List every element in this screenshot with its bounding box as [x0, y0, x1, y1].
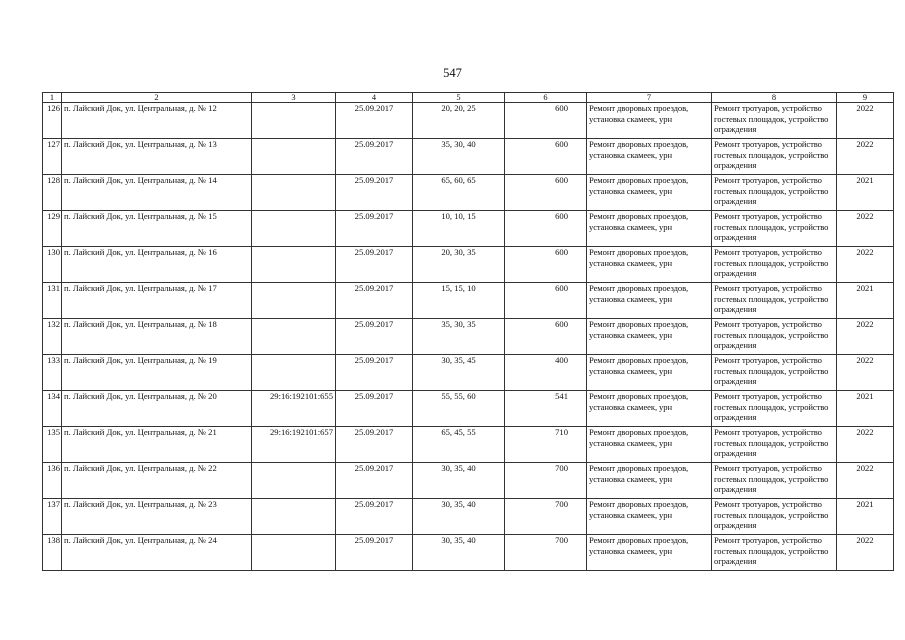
address-cell: п. Лайский Док, ул. Центральная, д. № 19 — [62, 355, 252, 391]
wear-cell: 10, 10, 15 — [413, 211, 505, 247]
address-cell: п. Лайский Док, ул. Центральная, д. № 12 — [62, 103, 252, 139]
year-cell: 2022 — [837, 463, 894, 499]
column-number: 9 — [837, 93, 894, 103]
address-cell: п. Лайский Док, ул. Центральная, д. № 13 — [62, 139, 252, 175]
works-list-2-cell: Ремонт тротуаров, устройство гостевых площадок, устройство ограждения — [712, 463, 837, 499]
date-cell: 25.09.2017 — [336, 103, 413, 139]
works-list-1-cell: Ремонт дворовых проездов, установка скамеек, урн — [587, 499, 712, 535]
row-number-cell: 130 — [43, 247, 62, 283]
cadastral-number-cell — [252, 175, 336, 211]
date-cell: 25.09.2017 — [336, 463, 413, 499]
column-number: 7 — [587, 93, 712, 103]
row-number-cell: 136 — [43, 463, 62, 499]
table-row — [43, 283, 894, 319]
cadastral-number-cell — [252, 283, 336, 319]
area-cell: 400 — [505, 355, 587, 391]
date-cell: 25.09.2017 — [336, 427, 413, 463]
date-cell: 25.09.2017 — [336, 355, 413, 391]
wear-cell: 30, 35, 40 — [413, 463, 505, 499]
works-list-1-cell: Ремонт дворовых проездов, установка скамеек, урн — [587, 283, 712, 319]
area-cell: 600 — [505, 211, 587, 247]
works-list-2-cell: Ремонт тротуаров, устройство гостевых площадок, устройство ограждения — [712, 139, 837, 175]
table-row — [43, 463, 894, 499]
works-list-2-cell: Ремонт тротуаров, устройство гостевых площадок, устройство ограждения — [712, 355, 837, 391]
date-cell: 25.09.2017 — [336, 391, 413, 427]
year-cell: 2022 — [837, 355, 894, 391]
address-cell: п. Лайский Док, ул. Центральная, д. № 17 — [62, 283, 252, 319]
date-cell: 25.09.2017 — [336, 283, 413, 319]
data-table — [42, 92, 894, 571]
wear-cell: 30, 35, 40 — [413, 535, 505, 571]
table-row — [43, 139, 894, 175]
works-list-1-cell: Ремонт дворовых проездов, установка скамеек, урн — [587, 355, 712, 391]
column-number: 3 — [252, 93, 336, 103]
date-cell: 25.09.2017 — [336, 211, 413, 247]
row-number-cell: 131 — [43, 283, 62, 319]
wear-cell: 35, 30, 35 — [413, 319, 505, 355]
wear-cell: 20, 20, 25 — [413, 103, 505, 139]
address-cell: п. Лайский Док, ул. Центральная, д. № 15 — [62, 211, 252, 247]
table-row — [43, 355, 894, 391]
wear-cell: 65, 45, 55 — [413, 427, 505, 463]
cadastral-number-cell — [252, 139, 336, 175]
table-row — [43, 211, 894, 247]
table-row — [43, 499, 894, 535]
cadastral-number-cell — [252, 319, 336, 355]
wear-cell: 30, 35, 45 — [413, 355, 505, 391]
address-cell: п. Лайский Док, ул. Центральная, д. № 21 — [62, 427, 252, 463]
works-list-2-cell: Ремонт тротуаров, устройство гостевых площадок, устройство ограждения — [712, 247, 837, 283]
year-cell: 2021 — [837, 499, 894, 535]
address-cell: п. Лайский Док, ул. Центральная, д. № 14 — [62, 175, 252, 211]
works-list-1-cell: Ремонт дворовых проездов, установка скамеек, урн — [587, 175, 712, 211]
area-cell: 600 — [505, 175, 587, 211]
year-cell: 2021 — [837, 391, 894, 427]
column-number: 1 — [43, 93, 62, 103]
year-cell: 2022 — [837, 103, 894, 139]
address-cell: п. Лайский Док, ул. Центральная, д. № 22 — [62, 463, 252, 499]
wear-cell: 30, 35, 40 — [413, 499, 505, 535]
works-list-1-cell: Ремонт дворовых проездов, установка скамеек, урн — [587, 463, 712, 499]
table-row — [43, 175, 894, 211]
area-cell: 600 — [505, 103, 587, 139]
table-row — [43, 247, 894, 283]
works-list-2-cell: Ремонт тротуаров, устройство гостевых площадок, устройство ограждения — [712, 427, 837, 463]
table-row — [43, 535, 894, 571]
area-cell: 700 — [505, 499, 587, 535]
cadastral-number-cell — [252, 463, 336, 499]
column-number: 2 — [62, 93, 252, 103]
column-number: 6 — [505, 93, 587, 103]
date-cell: 25.09.2017 — [336, 139, 413, 175]
address-cell: п. Лайский Док, ул. Центральная, д. № 24 — [62, 535, 252, 571]
works-list-2-cell: Ремонт тротуаров, устройство гостевых площадок, устройство ограждения — [712, 103, 837, 139]
area-cell: 600 — [505, 283, 587, 319]
column-number: 8 — [712, 93, 837, 103]
date-cell: 25.09.2017 — [336, 247, 413, 283]
area-cell: 541 — [505, 391, 587, 427]
area-cell: 710 — [505, 427, 587, 463]
works-list-2-cell: Ремонт тротуаров, устройство гостевых площадок, устройство ограждения — [712, 283, 837, 319]
row-number-cell: 129 — [43, 211, 62, 247]
year-cell: 2022 — [837, 211, 894, 247]
year-cell: 2022 — [837, 139, 894, 175]
works-list-1-cell: Ремонт дворовых проездов, установка скамеек, урн — [587, 211, 712, 247]
works-list-1-cell: Ремонт дворовых проездов, установка скамеек, урн — [587, 391, 712, 427]
year-cell: 2022 — [837, 427, 894, 463]
row-number-cell: 128 — [43, 175, 62, 211]
area-cell: 700 — [505, 463, 587, 499]
works-list-1-cell: Ремонт дворовых проездов, установка скамеек, урн — [587, 319, 712, 355]
works-list-1-cell: Ремонт дворовых проездов, установка скамеек, урн — [587, 535, 712, 571]
wear-cell: 20, 30, 35 — [413, 247, 505, 283]
cadastral-number-cell — [252, 247, 336, 283]
area-cell: 700 — [505, 535, 587, 571]
cadastral-number-cell — [252, 499, 336, 535]
works-list-1-cell: Ремонт дворовых проездов, установка скамеек, урн — [587, 139, 712, 175]
row-number-cell: 134 — [43, 391, 62, 427]
column-number-row — [43, 93, 894, 103]
row-number-cell: 137 — [43, 499, 62, 535]
year-cell: 2021 — [837, 283, 894, 319]
date-cell: 25.09.2017 — [336, 175, 413, 211]
year-cell: 2022 — [837, 535, 894, 571]
works-list-2-cell: Ремонт тротуаров, устройство гостевых площадок, устройство ограждения — [712, 499, 837, 535]
works-list-2-cell: Ремонт тротуаров, устройство гостевых площадок, устройство ограждения — [712, 535, 837, 571]
works-list-2-cell: Ремонт тротуаров, устройство гостевых площадок, устройство ограждения — [712, 211, 837, 247]
column-number: 5 — [413, 93, 505, 103]
row-number-cell: 132 — [43, 319, 62, 355]
area-cell: 600 — [505, 319, 587, 355]
table-row — [43, 391, 894, 427]
row-number-cell: 135 — [43, 427, 62, 463]
cadastral-number-cell — [252, 211, 336, 247]
year-cell: 2022 — [837, 247, 894, 283]
table-row — [43, 319, 894, 355]
wear-cell: 35, 30, 40 — [413, 139, 505, 175]
works-list-2-cell: Ремонт тротуаров, устройство гостевых площадок, устройство ограждения — [712, 319, 837, 355]
year-cell: 2021 — [837, 175, 894, 211]
date-cell: 25.09.2017 — [336, 499, 413, 535]
works-list-2-cell: Ремонт тротуаров, устройство гостевых площадок, устройство ограждения — [712, 175, 837, 211]
wear-cell: 15, 15, 10 — [413, 283, 505, 319]
address-cell: п. Лайский Док, ул. Центральная, д. № 20 — [62, 391, 252, 427]
address-cell: п. Лайский Док, ул. Центральная, д. № 18 — [62, 319, 252, 355]
table-row — [43, 103, 894, 139]
area-cell: 600 — [505, 247, 587, 283]
cadastral-number-cell: 29:16:192101:657 — [252, 427, 336, 463]
cadastral-number-cell: 29:16:192101:655 — [252, 391, 336, 427]
works-list-1-cell: Ремонт дворовых проездов, установка скамеек, урн — [587, 247, 712, 283]
works-list-1-cell: Ремонт дворовых проездов, установка скамеек, урн — [587, 427, 712, 463]
date-cell: 25.09.2017 — [336, 535, 413, 571]
cadastral-number-cell — [252, 103, 336, 139]
works-list-2-cell: Ремонт тротуаров, устройство гостевых площадок, устройство ограждения — [712, 391, 837, 427]
date-cell: 25.09.2017 — [336, 319, 413, 355]
table-row — [43, 427, 894, 463]
works-list-1-cell: Ремонт дворовых проездов, установка скамеек, урн — [587, 103, 712, 139]
address-cell: п. Лайский Док, ул. Центральная, д. № 16 — [62, 247, 252, 283]
wear-cell: 65, 60, 65 — [413, 175, 505, 211]
column-number: 4 — [336, 93, 413, 103]
row-number-cell: 138 — [43, 535, 62, 571]
wear-cell: 55, 55, 60 — [413, 391, 505, 427]
cadastral-number-cell — [252, 535, 336, 571]
row-number-cell: 133 — [43, 355, 62, 391]
area-cell: 600 — [505, 139, 587, 175]
year-cell: 2022 — [837, 319, 894, 355]
address-cell: п. Лайский Док, ул. Центральная, д. № 23 — [62, 499, 252, 535]
cadastral-number-cell — [252, 355, 336, 391]
row-number-cell: 127 — [43, 139, 62, 175]
row-number-cell: 126 — [43, 103, 62, 139]
page-number: 547 — [443, 66, 462, 80]
